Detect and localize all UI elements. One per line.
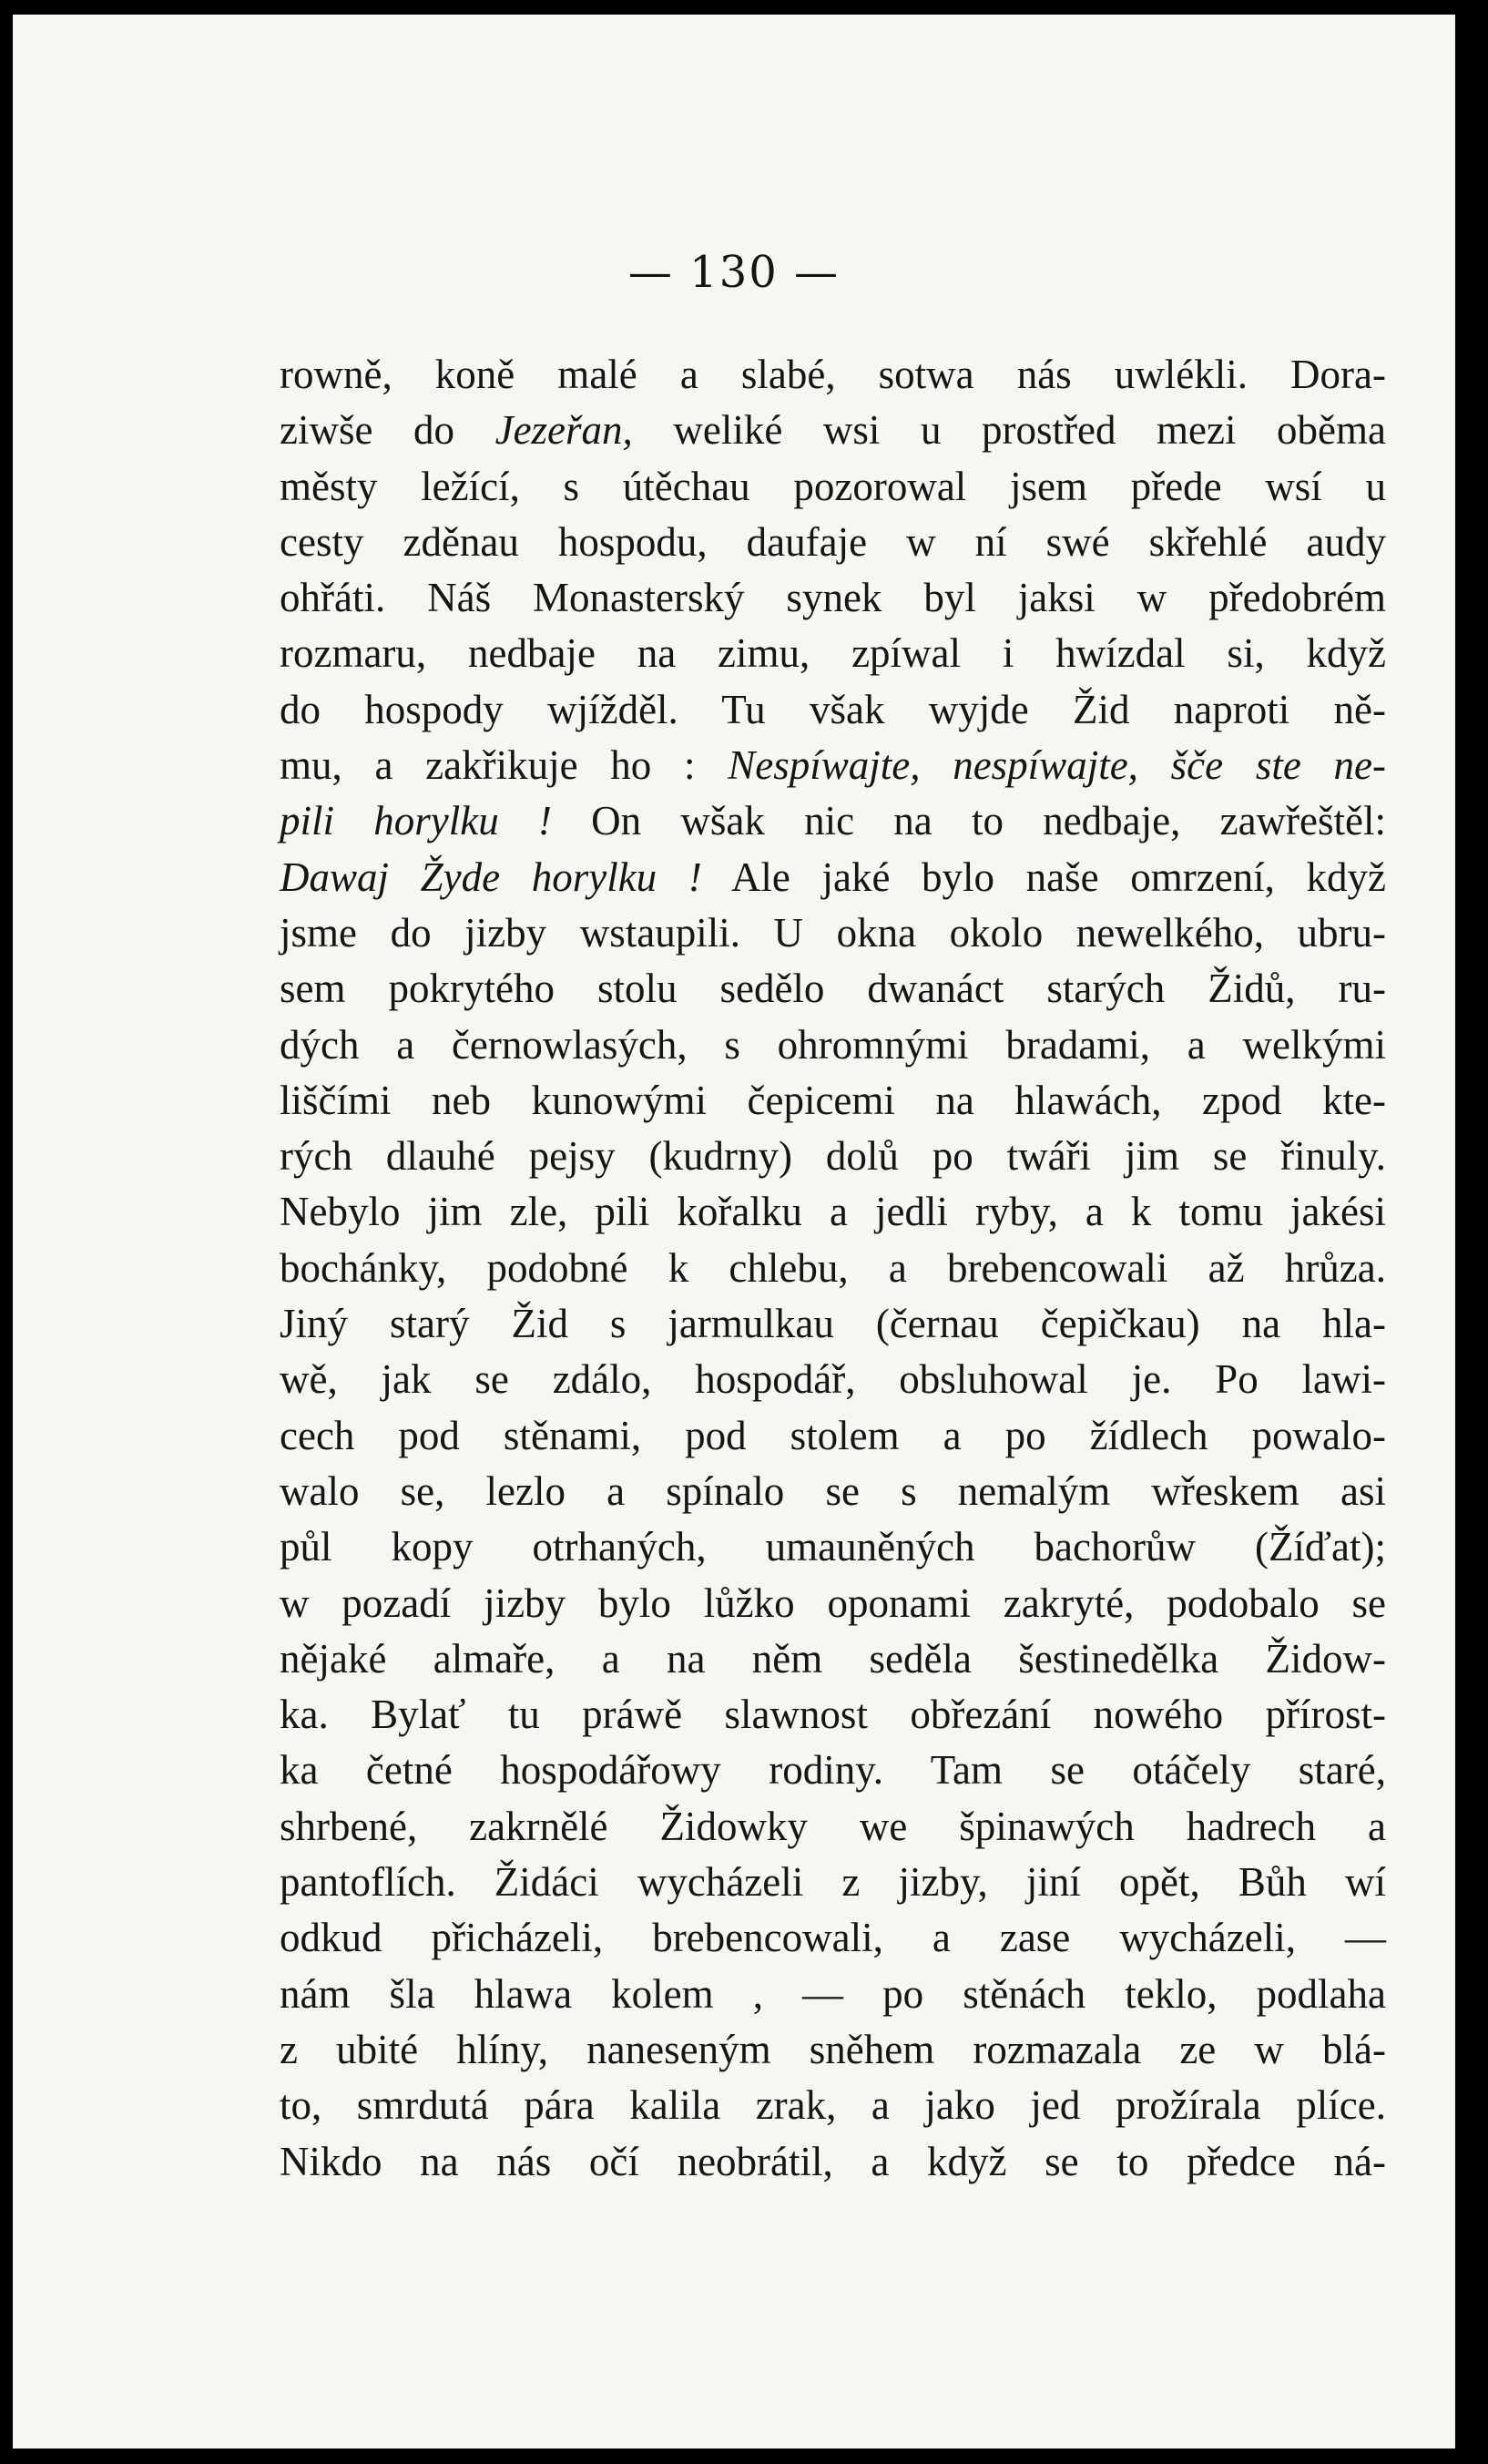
text-segment: ohřáti. Náš Monasterský synek byl jaksi w předobrém	[280, 575, 1386, 621]
text-line	[280, 403, 1386, 458]
text-line	[280, 1129, 1386, 1184]
text-segment: Nebylo jim zle, pili kořalku a jedli ryby, a k tomu jakési	[280, 1189, 1386, 1235]
text-segment: w pozadí jizby bylo lůžko oponami zakryté, podobalo se	[280, 1580, 1386, 1626]
text-line	[280, 459, 1386, 515]
text-line	[280, 347, 1386, 403]
italic-text-segment: Dawaj Žyde horylku !	[280, 854, 702, 900]
text-line	[280, 1855, 1386, 1910]
text-segment: rých dlauhé pejsy (kudrny) dolů po twáři jim se řinuly.	[280, 1133, 1386, 1180]
text-line	[280, 1631, 1386, 1687]
text-line	[280, 2134, 1386, 2190]
text-line	[280, 1296, 1386, 1352]
italic-text-segment: pili horylku !	[280, 798, 552, 844]
text-segment: weliké wsi u prostřed mezi oběma	[632, 407, 1386, 454]
text-line	[280, 626, 1386, 681]
text-segment: půl kopy otrhaných, umauněných bachorůw (Žíďat);	[280, 1524, 1386, 1570]
text-segment: ka četné hospodářowy rodiny. Tam se otáčely staré,	[280, 1747, 1386, 1794]
text-segment: ka. Bylať tu práwě slawnost obřezání nowého přírost-	[280, 1692, 1386, 1738]
text-segment: rozmaru, nedbaje na zimu, zpíwal i hwízdal si, když	[280, 630, 1386, 677]
text-line	[280, 682, 1386, 738]
text-line	[280, 1967, 1386, 2022]
text-segment: jsme do jizby wstaupili. U okna okolo newelkého, ubru-	[280, 909, 1386, 956]
text-segment: odkud přicházeli, brebencowali, a zase wycházeli, —	[280, 1915, 1386, 1961]
text-segment: nějaké almaře, a na něm seděla šestinedělka Židow-	[280, 1635, 1386, 1682]
text-segment: to, smrdutá pára kalila zrak, a jako jed prožírala plíce.	[280, 2082, 1386, 2129]
text-line	[280, 1799, 1386, 1855]
text-line	[280, 1352, 1386, 1407]
text-segment: ziwše do	[280, 407, 495, 454]
text-segment: z ubité hlíny, naneseným sněhem rozmazala ze w blá-	[280, 2026, 1386, 2072]
text-line	[280, 570, 1386, 626]
text-line	[280, 1464, 1386, 1519]
text-segment: rowně, koně malé a slabé, sotwa nás uwlékli. Dora-	[280, 352, 1386, 397]
text-line	[280, 1576, 1386, 1631]
italic-text-segment: Jezeřan,	[494, 407, 633, 454]
text-segment: On wšak nic na to nedbaje, zawřeštěl:	[551, 798, 1386, 844]
text-segment: shrbené, zakrnělé Židowky we špinawých hadrech a	[280, 1803, 1386, 1849]
text-line	[280, 1017, 1386, 1073]
italic-text-segment: Nespíwajte, nespíwajte, šče ste ne-	[728, 742, 1386, 789]
text-line	[280, 850, 1386, 905]
text-segment: liščími neb kunowými čepicemi na hlawách, zpod kte-	[280, 1077, 1386, 1123]
text-line	[280, 1743, 1386, 1798]
text-line	[280, 905, 1386, 961]
text-segment: do hospody wjížděl. Tu však wyjde Žid naproti ně-	[280, 686, 1386, 732]
text-segment: bochánky, podobné k chlebu, a brebencowali až hrůza.	[280, 1244, 1386, 1291]
text-line	[280, 1241, 1386, 1296]
text-segment: cesty zděnau hospodu, daufaje w ní swé skřehlé audy	[280, 518, 1386, 565]
text-line	[280, 1519, 1386, 1575]
text-line	[280, 1073, 1386, 1129]
text-segment: Ale jaké bylo naše omrzení, když	[701, 854, 1387, 900]
text-segment: dých a černowlasých, s ohromnými bradami, a welkými	[280, 1021, 1386, 1068]
text-segment: nám šla hlawa kolem , — po stěnách teklo, podlaha	[280, 1970, 1386, 2017]
text-line	[280, 2078, 1386, 2133]
text-line	[280, 1687, 1386, 1743]
text-segment: Jiný starý Žid s jarmulkau (černau čepičkau) na hla-	[280, 1301, 1386, 1347]
text-segment: sem pokrytého stolu sedělo dwanáct starých Židů, ru-	[280, 966, 1386, 1012]
text-line	[280, 793, 1386, 849]
text-segment: cech pod stěnami, pod stolem a po žídlech powalo-	[280, 1412, 1386, 1458]
text-line	[280, 961, 1386, 1017]
text-segment: wě, jak se zdálo, hospodář, obsluhowal je. Po lawi-	[280, 1356, 1386, 1403]
text-segment: walo se, lezlo a spínalo se s nemalým wřeskem asi	[280, 1467, 1386, 1514]
text-line	[280, 2022, 1386, 2078]
text-line	[280, 515, 1386, 570]
text-segment: mu, a zakřikuje ho :	[280, 742, 729, 789]
text-segment: Nikdo na nás očí neobrátil, a když se to předce ná-	[280, 2138, 1386, 2184]
book-page	[13, 15, 1455, 2449]
text-line	[280, 1184, 1386, 1240]
text-line	[280, 1910, 1386, 1966]
text-segment: městy ležící, s útěchau pozorowal jsem přede wsí u	[280, 463, 1386, 509]
text-segment: pantoflích. Židáci wycházeli z jizby, jiní opět, Bůh wí	[280, 1859, 1386, 1906]
text-line	[280, 1408, 1386, 1464]
page-number: — 130 —	[627, 247, 841, 298]
body-text	[280, 347, 1386, 2190]
text-line	[280, 738, 1386, 793]
